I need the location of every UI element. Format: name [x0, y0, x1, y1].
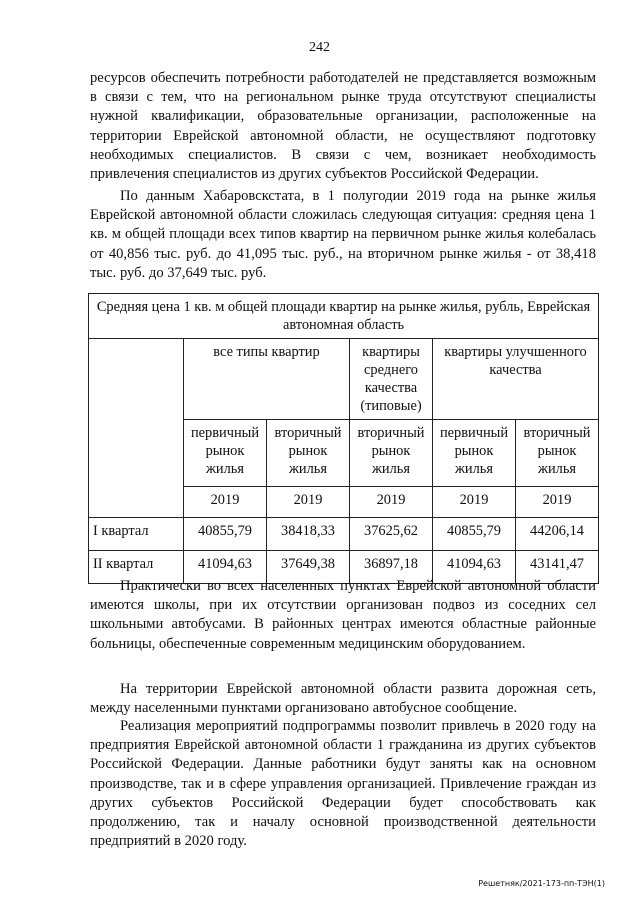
value-cell: 40855,79	[433, 518, 516, 551]
paragraph-5	[90, 717, 596, 851]
subheader-cell: вторичный рынок жилья	[350, 420, 433, 487]
year-cell: 2019	[267, 487, 350, 518]
group-standard: квартиры среднего качества (типовые)	[350, 339, 433, 420]
year-cell: 2019	[184, 487, 267, 518]
value-cell: 41094,63	[184, 551, 267, 584]
paragraph-1: ресурсов обеспечить потребности работодателей не представляется возможным в связи с тем, что на региональном рынке труда отсутствуют специалисты нужной квалификации, образовательные организации, расположенные на территории Еврейской автономной области, не осуществляют подготовку необходимых специалистов. В связи с чем, возникает необходимость привлечения специалистов из других субъектов Российской Федерации.	[90, 70, 596, 183]
table-row	[89, 518, 599, 551]
year-cell: 2019	[433, 487, 516, 518]
paragraph-4-text: На территории Еврейской автономной области развита дорожная сеть, между населенными пунктами организовано автобусное сообщение.	[90, 681, 596, 717]
paragraph-3	[90, 577, 596, 654]
subheader-cell: вторичный рынок жилья	[516, 420, 599, 487]
value-cell: 43141,47	[516, 551, 599, 584]
document-footer: Решетняк/2021-173-пп-ТЭН(1)	[478, 879, 605, 888]
paragraph-5-text: Реализация мероприятий подпрограммы позволит привлечь в 2020 году на предприятия Еврейской автономной области 1 гражданина из других субъектов Российской Федерации. Данные работники будут заняты как на основном производстве, так и в сфере управления организацией. Привлечение граждан из других субъектов Российской Федерации будет способствовать как продолжению, так и началу основной производственной деятельности предприятий в 2020 году.	[90, 718, 596, 850]
value-cell: 37649,38	[267, 551, 350, 584]
paragraph-3-text: Практически во всех населенных пунктах Еврейской автономной области имеются школы, при их отсутствии организован подвоз из соседних сел школьными автобусами. В районных центрах имеются областные районные больницы, обеспеченные современным медицинским оборудованием.	[90, 578, 596, 652]
row-label: I квартал	[89, 518, 184, 551]
table-title: Средняя цена 1 кв. м общей площади квартир на рынке жилья, рубль, Еврейская автономная область	[89, 294, 599, 339]
subheader-cell: первичный рынок жилья	[184, 420, 267, 487]
group-improved: квартиры улучшенного качества	[433, 339, 599, 420]
value-cell: 41094,63	[433, 551, 516, 584]
paragraph-2	[90, 187, 596, 283]
row-label: II квартал	[89, 551, 184, 584]
value-cell: 38418,33	[267, 518, 350, 551]
value-cell: 40855,79	[184, 518, 267, 551]
value-cell: 36897,18	[350, 551, 433, 584]
year-cell: 2019	[516, 487, 599, 518]
paragraph-2-text: По данным Хабаровскстата, в 1 полугодии 2019 года на рынке жилья Еврейской автономной области сложилась следующая ситуация: средняя цена 1 кв. м общей площади всех типов квартир на первичном рынке жилья колебалась от 40,856 тыс. руб. до 41,095 тыс. руб., на вторичном рынке жилья - от 38,418 тыс. руб. до 37,649 тыс. руб.	[90, 188, 596, 281]
group-all-types: все типы квартир	[184, 339, 350, 420]
subheader-cell: вторичный рынок жилья	[267, 420, 350, 487]
year-cell: 2019	[350, 487, 433, 518]
value-cell: 44206,14	[516, 518, 599, 551]
value-cell: 37625,62	[350, 518, 433, 551]
subheader-cell: первичный рынок жилья	[433, 420, 516, 487]
page-number: 242	[309, 40, 330, 55]
paragraph-4	[90, 680, 596, 718]
table-corner-cell	[89, 339, 184, 518]
housing-price-table	[88, 293, 599, 584]
